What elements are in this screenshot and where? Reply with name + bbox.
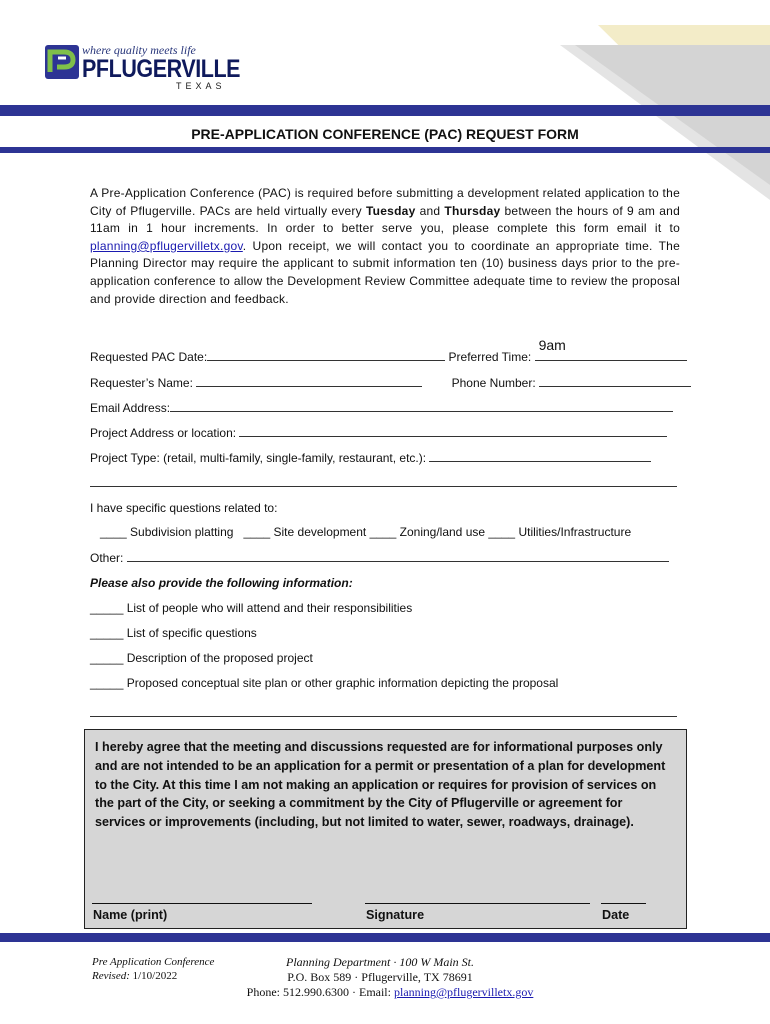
email-field[interactable]: [170, 400, 673, 412]
form-title: PRE-APPLICATION CONFERENCE (PAC) REQUEST FORM: [191, 126, 579, 142]
provide-item: [90, 626, 257, 640]
intro-tuesday: Tuesday: [365, 203, 416, 218]
agreement-text: I hereby agree that the meeting and discussions requested are for informational purposes only and are not intended to be an application for a permit or presentation of a plan for development to the City. At this time I am not making an application or requires for provision of services on the part of the City, or seeking a commitment by the City of Pflugerville or agreement for services or improvements (including, but not limited to water, sewer, roadways, drainage).: [95, 740, 666, 830]
date-label: Date: [602, 908, 630, 922]
blank-utilities[interactable]: ____: [488, 525, 516, 539]
requester-field[interactable]: [196, 375, 422, 387]
requester-row: [90, 375, 691, 390]
blank-site[interactable]: ____: [243, 525, 271, 539]
project-type-row: [90, 450, 651, 465]
provide-item-label: List of people who will attend and their responsibilities: [126, 601, 413, 615]
provide-blank[interactable]: _____: [90, 676, 124, 690]
intro-email-link[interactable]: planning@pflugervilletx.gov: [90, 238, 243, 253]
intro-and: and: [415, 203, 445, 218]
logo-state: TEXAS: [176, 81, 226, 91]
signature-line[interactable]: [365, 902, 590, 904]
footer-rule: [0, 933, 770, 942]
provide-item: [90, 601, 412, 615]
provide-item: [90, 651, 313, 665]
provide-item: [90, 676, 558, 690]
other-field[interactable]: [127, 550, 669, 562]
agreement-box: [84, 729, 687, 929]
signature-label: Signature: [366, 908, 425, 922]
option-site-development: Site development: [273, 525, 367, 539]
name-label: Name (print): [93, 908, 168, 922]
intro-thursday: Thursday: [444, 203, 501, 218]
city-logo-icon: [44, 44, 80, 80]
project-type-continuation-line[interactable]: [90, 486, 677, 487]
logo-wordmark: PFLUGERVILLE: [82, 55, 241, 83]
pac-date-field[interactable]: [207, 349, 445, 361]
section-divider: [90, 716, 677, 717]
provide-blank[interactable]: _____: [90, 601, 124, 615]
provide-item-label: List of specific questions: [126, 626, 257, 640]
other-row: [90, 550, 669, 565]
option-utilities-infrastructure: Utilities/Infrastructure: [518, 525, 632, 539]
project-type-label: Project Type: (retail, multi-family, single-family, restaurant, etc.):: [90, 451, 427, 465]
provide-heading: Please also provide the following information:: [90, 576, 353, 590]
footer-email-link[interactable]: planning@pflugervilletx.gov: [393, 985, 534, 999]
email-row: [90, 400, 673, 415]
provide-item-label: Description of the proposed project: [126, 651, 313, 665]
question-topics-row: [100, 525, 631, 539]
provide-item-label: Proposed conceptual site plan or other graphic information depicting the proposal: [126, 676, 559, 690]
footer-contact: [0, 985, 770, 1000]
option-subdivision-platting: Subdivision platting: [130, 525, 234, 539]
blank-zoning[interactable]: ____: [369, 525, 397, 539]
intro-text-2: between the hours of 9 am and 11am in 1 hour increments. In order to better serve you, please complete this form email it to: [90, 203, 680, 236]
preferred-time-field[interactable]: [535, 337, 687, 361]
requester-label: Requester’s Name:: [90, 376, 193, 390]
logo-tagline: where quality meets life: [82, 43, 196, 57]
project-type-field[interactable]: [429, 450, 651, 462]
intro-text-1: A Pre-Application Conference (PAC) is required before submitting a development related application to the City of Pflugerville. PACs are held virtually every: [90, 186, 680, 218]
address-row: [90, 425, 667, 440]
phone-label: Phone Number:: [451, 376, 536, 390]
intro-text-3: . Upon receipt, we will contact you to coordinate an appropriate time. The Planning Director may require the applicant to submit information ten (10) business days prior to the pre-application conference to allow the Development Review Committee adequate time to review the proposal and provide direction and feedback.: [90, 238, 680, 306]
pac-date-row: [90, 337, 687, 364]
footer-doc-name: Pre Application Conference: [92, 956, 215, 968]
footer-revised-date: 1/10/2022: [132, 970, 178, 982]
name-signature-line[interactable]: [92, 902, 312, 904]
footer-po: P.O. Box 589 · Pflugerville, TX 78691: [287, 970, 473, 984]
pac-date-label: Requested PAC Date:: [90, 350, 208, 364]
footer-phone: Phone: 512.990.6300 · Email:: [246, 985, 394, 999]
blank-subdivision[interactable]: ____: [100, 525, 127, 539]
date-line[interactable]: [601, 902, 646, 904]
questions-heading: I have specific questions related to:: [90, 501, 278, 515]
footer-dept: Planning Department · 100 W Main St.: [286, 955, 474, 969]
phone-field[interactable]: [539, 375, 691, 387]
intro-paragraph: [90, 185, 680, 308]
provide-blank[interactable]: _____: [90, 626, 124, 640]
footer-revised: Revised: 1/10/2022: [92, 970, 178, 982]
other-label: Other:: [90, 551, 124, 565]
email-label: Email Address:: [90, 401, 171, 415]
address-field[interactable]: [239, 425, 667, 437]
provide-blank[interactable]: _____: [90, 651, 124, 665]
corner-decoration: [0, 0, 770, 200]
option-zoning-land-use: Zoning/land use: [399, 525, 486, 539]
address-label: Project Address or location:: [90, 426, 237, 440]
preferred-time-label: Preferred Time:: [448, 350, 532, 364]
header-rule-bottom: [0, 147, 770, 153]
preferred-time-value: 9am: [538, 337, 566, 353]
header-rule-top: [0, 105, 770, 116]
